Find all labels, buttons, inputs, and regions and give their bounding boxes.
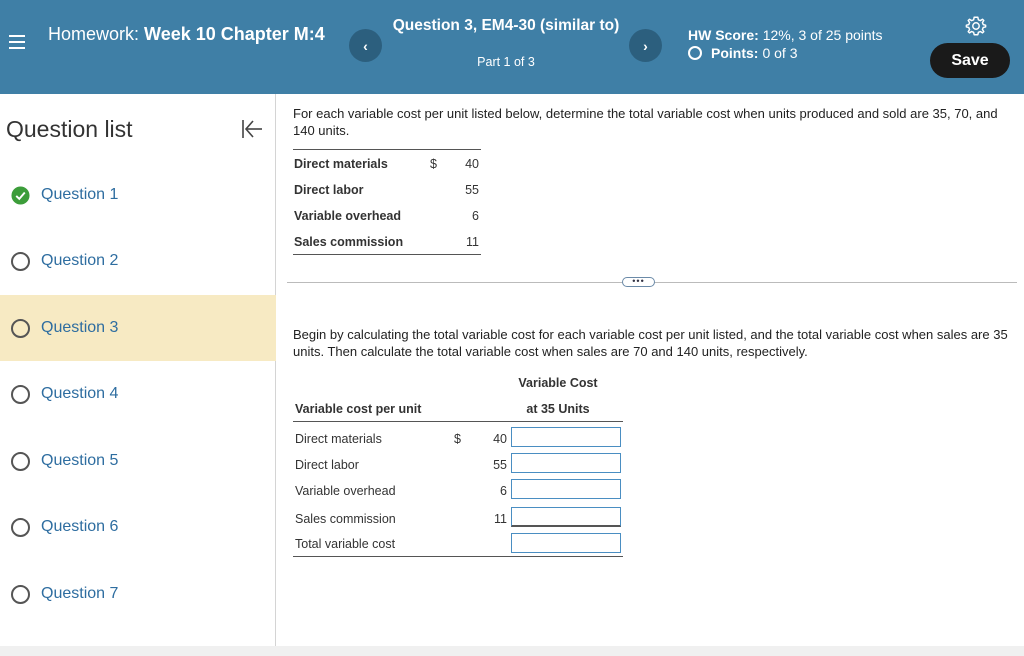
question-item-label: Question 5 xyxy=(41,452,119,469)
hw-score-label: HW Score: xyxy=(688,27,759,43)
given-cost-table xyxy=(293,149,481,255)
given-label: Variable overhead xyxy=(294,209,402,223)
top-header xyxy=(0,0,1024,94)
save-button[interactable]: Save xyxy=(930,43,1010,78)
dollar-sign: $ xyxy=(430,157,437,171)
cost-label: Sales commission xyxy=(295,512,396,526)
cost-value: 11 xyxy=(494,512,507,526)
previous-question-button[interactable]: ‹ xyxy=(349,29,382,62)
question-item-label: Question 3 xyxy=(41,319,119,336)
homework-name: Week 10 Chapter M:4 xyxy=(144,24,325,44)
column-header-bottom: at 35 Units xyxy=(526,402,590,416)
table-row xyxy=(293,425,623,451)
question-part: Part 1 of 3 xyxy=(477,55,535,69)
question-item-label: Question 7 xyxy=(41,585,119,602)
points-label: Points: xyxy=(711,45,759,61)
table-row xyxy=(293,228,481,254)
menu-icon[interactable] xyxy=(9,35,25,49)
homework-prefix: Homework: xyxy=(48,24,140,44)
question-content xyxy=(277,94,1024,646)
points-circle-icon xyxy=(688,46,702,60)
empty-circle-icon xyxy=(11,585,30,604)
question-item-5[interactable] xyxy=(0,428,276,494)
direct-labor-input[interactable] xyxy=(511,453,621,473)
cost-label: Variable overhead xyxy=(295,484,396,498)
given-value: 11 xyxy=(466,235,479,249)
expand-more-button[interactable]: ••• xyxy=(622,277,655,287)
table-row xyxy=(293,176,481,202)
cost-value: 6 xyxy=(500,484,507,498)
given-label: Direct labor xyxy=(294,183,364,197)
question-title: Question 3, EM4-30 (similar to) xyxy=(392,17,620,34)
question-list-sidebar xyxy=(0,94,276,646)
empty-circle-icon xyxy=(11,385,30,404)
points-value: 0 of 3 xyxy=(762,45,798,61)
empty-circle-icon xyxy=(11,452,30,471)
hw-score-value: 12%, 3 of 25 points xyxy=(762,27,883,43)
row-header: Variable cost per unit xyxy=(295,402,422,416)
question-item-6[interactable] xyxy=(0,494,276,560)
total-row xyxy=(293,531,623,557)
question-list-title: Question list xyxy=(6,116,133,142)
cost-value: 40 xyxy=(493,432,507,446)
question-item-4[interactable] xyxy=(0,361,276,427)
question-item-2[interactable] xyxy=(0,228,276,294)
given-label: Sales commission xyxy=(294,235,404,249)
gear-icon[interactable] xyxy=(965,15,987,37)
table-row xyxy=(293,150,481,176)
table-row xyxy=(293,202,481,228)
question-item-label: Question 6 xyxy=(41,518,119,535)
collapse-left-icon[interactable] xyxy=(240,118,264,140)
question-item-7[interactable] xyxy=(0,561,276,627)
given-label: Direct materials xyxy=(294,157,388,171)
bottom-bar xyxy=(0,646,1024,656)
total-label: Total variable cost xyxy=(295,537,396,551)
empty-circle-icon xyxy=(11,518,30,537)
sales-commission-input[interactable] xyxy=(511,507,621,527)
instruction-text: Begin by calculating the total variable cost for each variable cost per unit listed, and the total variable cost when sales are 35 units. Then calculate the total variable cost when sales are 70 and 140 units, respectively. xyxy=(293,327,1008,359)
cost-label: Direct materials xyxy=(295,432,382,446)
column-header-top: Variable Cost xyxy=(518,376,598,390)
given-value: 55 xyxy=(465,183,479,197)
given-value: 6 xyxy=(472,209,479,223)
hw-score xyxy=(688,27,883,43)
table-header-row xyxy=(293,402,623,422)
cost-label: Direct labor xyxy=(295,458,359,472)
total-variable-cost-input[interactable] xyxy=(511,533,621,553)
homework-title xyxy=(48,25,328,44)
cost-value: 55 xyxy=(493,458,507,472)
table-row xyxy=(293,477,623,503)
question-intro: For each variable cost per unit listed below, determine the total variable cost when units produced and sold are 35, 70, and 140 units. xyxy=(293,106,998,138)
table-row xyxy=(293,451,623,477)
question-item-label: Question 1 xyxy=(41,186,119,203)
empty-circle-icon xyxy=(11,319,30,338)
variable-overhead-input[interactable] xyxy=(511,479,621,499)
dollar-sign: $ xyxy=(454,432,461,446)
question-item-label: Question 2 xyxy=(41,252,119,269)
question-item-3[interactable] xyxy=(0,295,276,361)
next-question-button[interactable]: › xyxy=(629,29,662,62)
table-row xyxy=(293,505,623,531)
question-item-1[interactable] xyxy=(0,162,276,228)
given-value: 40 xyxy=(465,157,479,171)
direct-materials-input[interactable] xyxy=(511,427,621,447)
check-circle-icon xyxy=(11,186,30,205)
points-status xyxy=(688,45,797,61)
question-item-label: Question 4 xyxy=(41,385,119,402)
empty-circle-icon xyxy=(11,252,30,271)
